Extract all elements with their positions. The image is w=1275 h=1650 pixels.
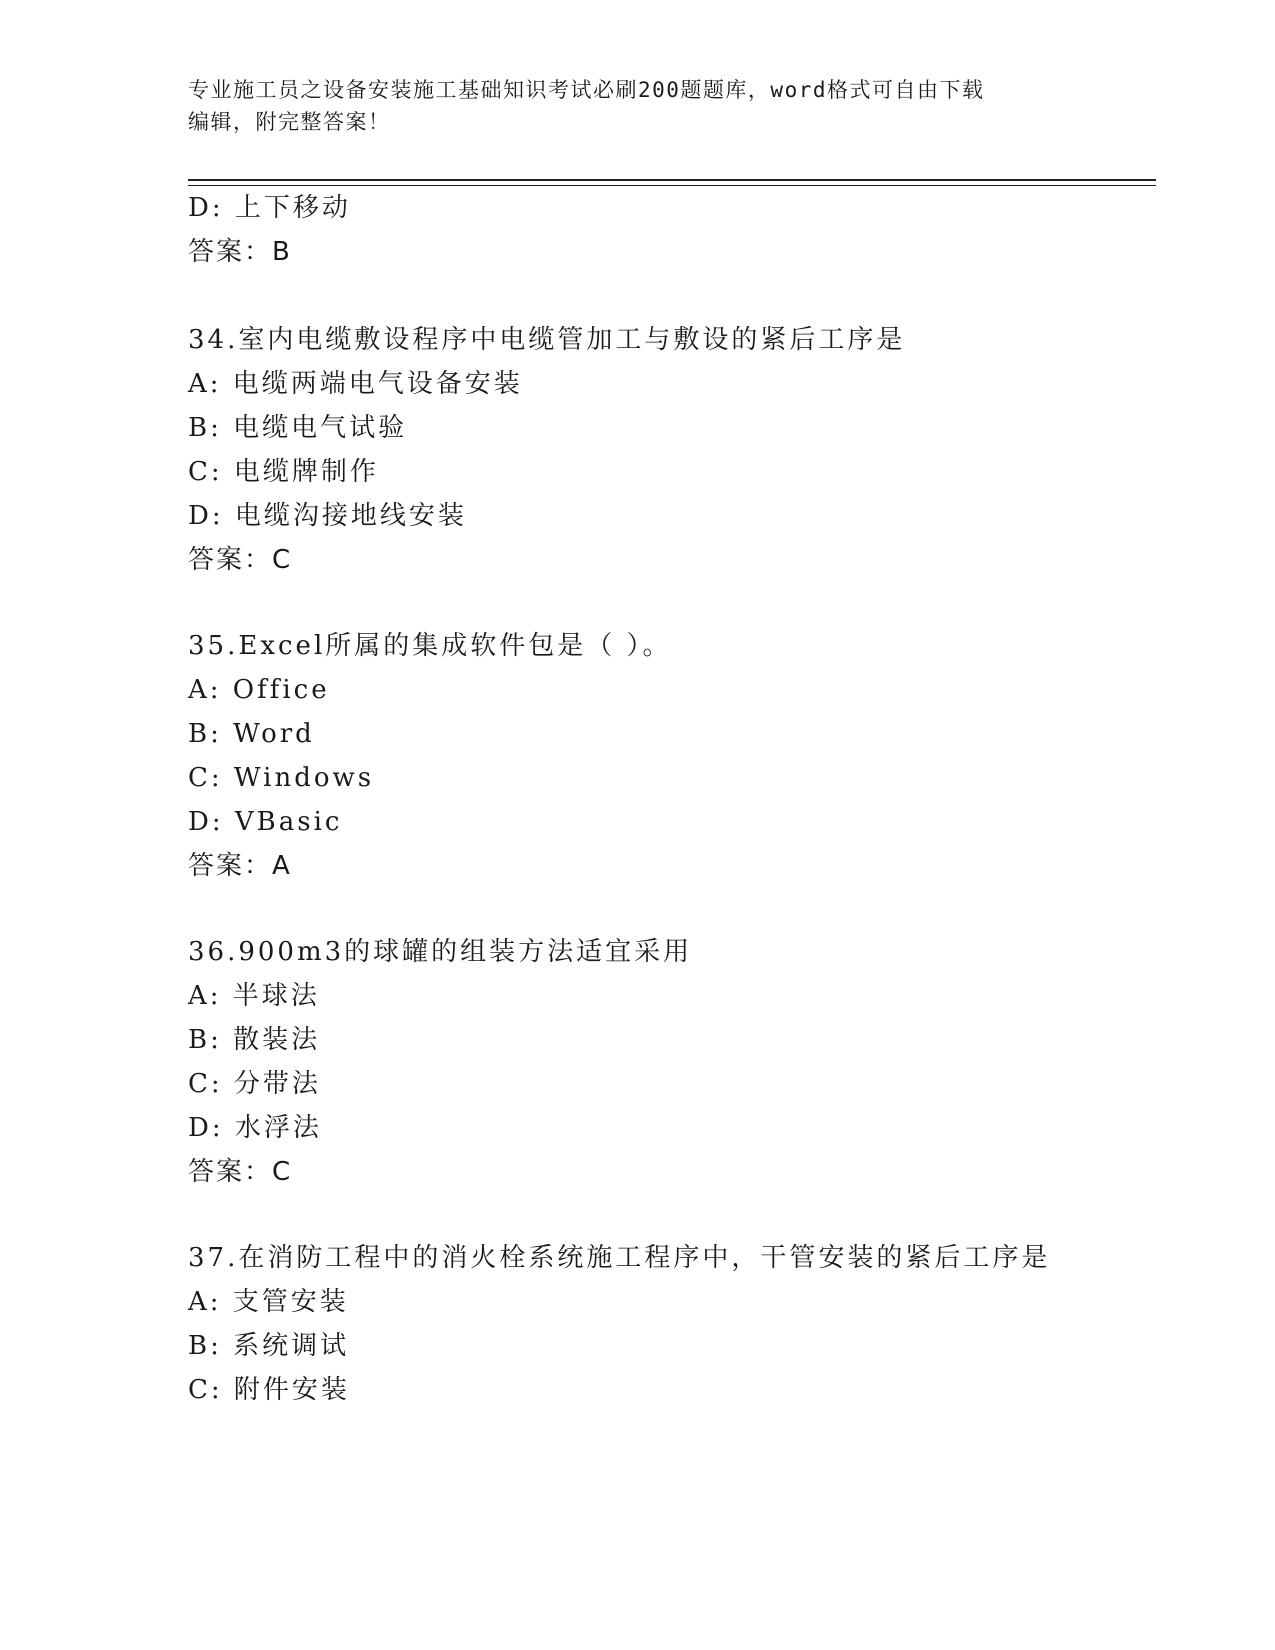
option-b: B: 系统调试 xyxy=(188,1331,350,1361)
answer-line: 答案：C xyxy=(188,545,293,575)
option-d: D: 电缆沟接地线安装 xyxy=(188,501,467,531)
question-stem-37: 37.在消防工程中的消火栓系统施工程序中，干管安装的紧后工序是 xyxy=(188,1243,1051,1273)
option-a: A: 电缆两端电气设备安装 xyxy=(188,369,523,399)
header-divider-bottom xyxy=(188,185,1156,186)
option-a: A: 半球法 xyxy=(188,981,320,1011)
question-stem-34: 34.室内电缆敷设程序中电缆管加工与敷设的紧后工序是 xyxy=(188,325,906,355)
option-c: C: 分带法 xyxy=(188,1069,321,1099)
question-stem-36: 36.900m3的球罐的组装方法适宜采用 xyxy=(188,937,693,967)
option-d: D: 上下移动 xyxy=(188,193,351,223)
header-divider-top xyxy=(188,179,1156,181)
answer-line: 答案：A xyxy=(188,851,292,881)
header-line-1: 专业施工员之设备安装施工基础知识考试必刷200题题库，word格式可自由下载 xyxy=(188,78,985,102)
option-b: B: 散装法 xyxy=(188,1025,321,1055)
option-c: C: Windows xyxy=(188,763,375,793)
option-b: B: Word xyxy=(188,719,315,749)
option-c: C: 电缆牌制作 xyxy=(188,457,379,487)
question-stem-35: 35.Excel所属的集成软件包是（ ）。 xyxy=(188,631,672,661)
option-c: C: 附件安装 xyxy=(188,1375,350,1405)
option-a: A: 支管安装 xyxy=(188,1287,349,1317)
document-header xyxy=(188,74,1088,138)
option-d: D: 水浮法 xyxy=(188,1113,322,1143)
option-b: B: 电缆电气试验 xyxy=(188,413,408,443)
header-line-2: 编辑，附完整答案！ xyxy=(188,110,391,134)
option-a: A: Office xyxy=(188,675,330,705)
answer-line: 答案：C xyxy=(188,1157,293,1187)
answer-line: 答案：B xyxy=(188,237,292,267)
option-d: D: VBasic xyxy=(188,807,343,837)
